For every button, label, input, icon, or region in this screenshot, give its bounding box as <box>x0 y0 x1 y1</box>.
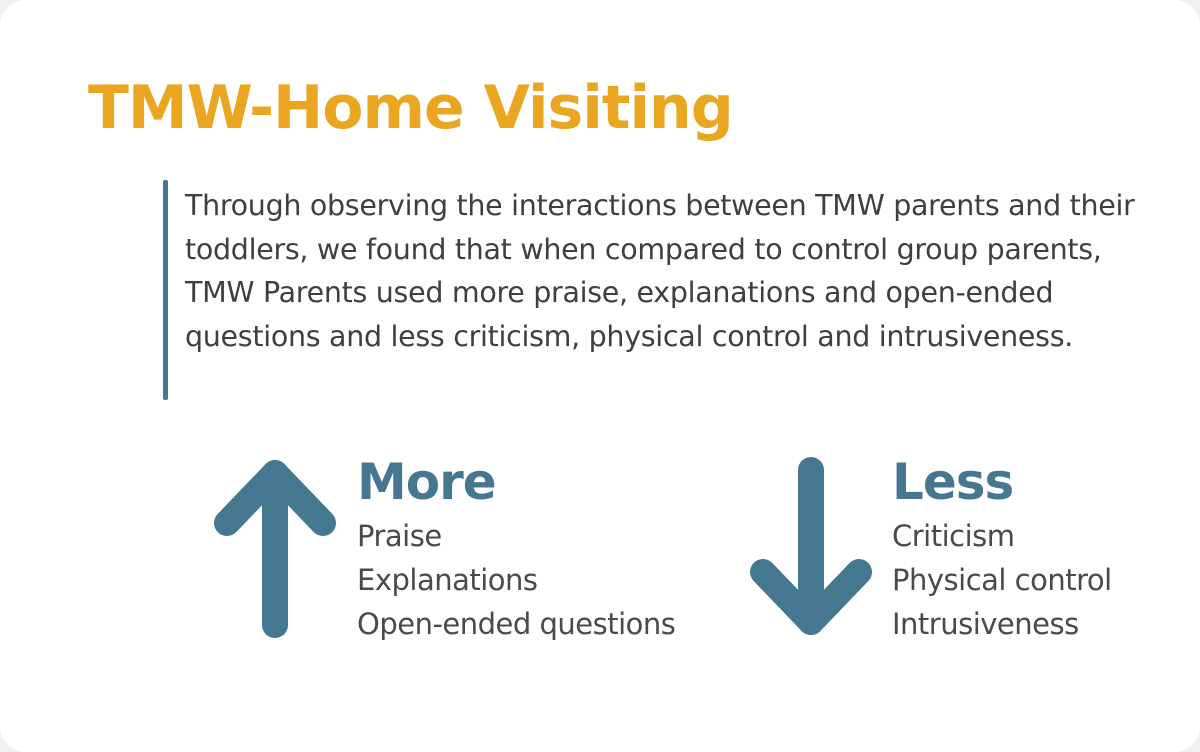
list-item: Praise <box>357 519 442 553</box>
list-item: Criticism <box>892 519 1015 553</box>
more-heading: More <box>357 453 496 511</box>
less-heading: Less <box>892 453 1014 511</box>
summary-text: Through observing the interactions between TMW parents and their toddlers, we found that when compared to control group parents, TMW Parents used more praise, explanations and open-ended questions and less criticism, physical control and intrusiveness. <box>185 189 1135 353</box>
more-column <box>357 450 675 646</box>
less-column <box>892 450 1112 646</box>
arrow-up-icon <box>210 455 340 640</box>
list-item: Physical control <box>892 563 1112 597</box>
list-item: Open-ended questions <box>357 607 676 641</box>
arrow-down-icon <box>746 455 876 640</box>
more-list <box>357 514 675 646</box>
page-title: TMW-Home Visiting <box>88 73 733 143</box>
list-item: Explanations <box>357 563 538 597</box>
less-list <box>892 514 1112 646</box>
quote-bar <box>163 180 168 400</box>
list-item: Intrusiveness <box>892 607 1079 641</box>
